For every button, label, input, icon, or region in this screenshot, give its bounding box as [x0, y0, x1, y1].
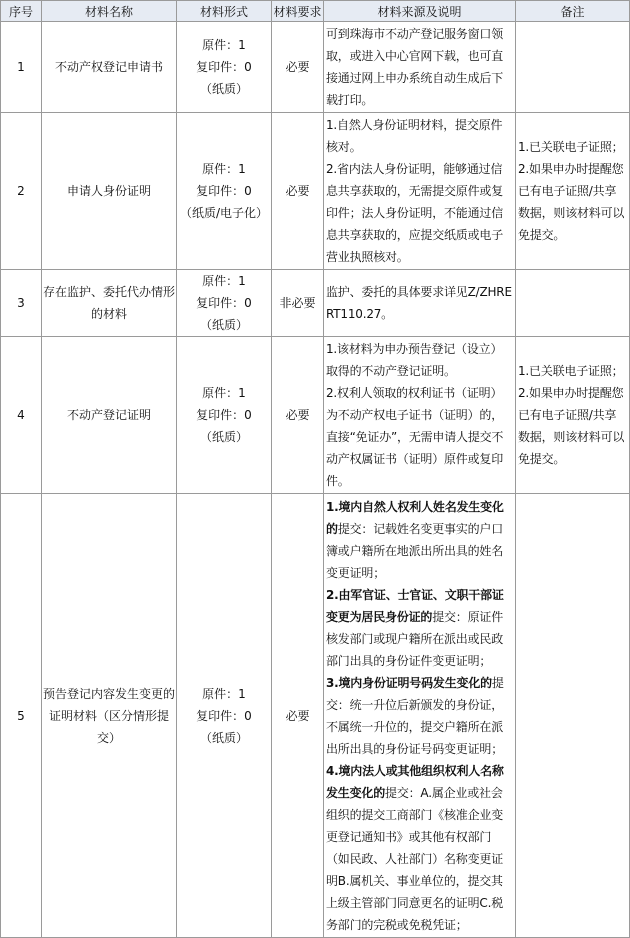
material-note	[516, 113, 630, 270]
form-copy: 复印件：0	[196, 408, 252, 422]
source-paragraph: 可到珠海市不动产登记服务窗口领取，或进入中心官网下载，也可直接通过网上申办系统自动生成后下载打印。	[326, 27, 504, 107]
table-row	[1, 113, 630, 270]
header-source: 材料来源及说明	[324, 1, 516, 22]
form-medium: （纸质）	[199, 730, 248, 745]
form-original: 原件：1	[202, 162, 246, 176]
form-copy: 复印件：0	[196, 708, 252, 723]
material-source	[324, 22, 516, 113]
source-case-title: 1.境内自然人权利人姓名发生变化的	[326, 500, 504, 536]
form-original: 原件：1	[202, 386, 246, 400]
source-paragraph: 1.自然人身份证明材料，提交原件核对。	[326, 118, 503, 154]
source-paragraph: 1.该材料为申办预告登记（设立）取得的不动产登记证明。	[326, 342, 503, 378]
source-paragraph	[326, 496, 514, 584]
source-paragraph: 2.省内法人身份证明，能够通过信息共享获取的，无需提交原件或复印件；法人身份证明，不能通过信息共享获取的，应提交纸质或电子营业执照核对。	[326, 162, 504, 264]
material-note	[516, 337, 630, 494]
material-source	[324, 337, 516, 494]
material-requirement: 必要	[272, 113, 324, 270]
material-source	[324, 113, 516, 270]
source-paragraph	[326, 760, 514, 936]
row-no: 5	[1, 494, 42, 938]
header-note: 备注	[516, 1, 630, 22]
material-note	[516, 494, 630, 938]
material-note	[516, 270, 630, 337]
material-requirement: 必要	[272, 337, 324, 494]
source-case-title: 2.由军官证、士官证、文职干部证变更为居民身份证的	[326, 588, 504, 624]
source-case-text: 提交：记载姓名变更事实的户口簿或户籍所在地派出所出具的姓名变更证明；	[326, 522, 504, 580]
material-name: 申请人身份证明	[42, 113, 177, 270]
form-original: 原件：1	[202, 38, 246, 52]
source-paragraph: 监护、委托的具体要求详见Z/ZHRERT110.27。	[326, 285, 512, 321]
table-row	[1, 270, 630, 337]
material-form	[177, 494, 272, 938]
material-name: 不动产权登记申请书	[42, 22, 177, 113]
row-no: 2	[1, 113, 42, 270]
source-case-text: 提交：原证件核发部门或现户籍所在派出或民政部门出具的身份证件变更证明；	[326, 610, 504, 668]
table-row	[1, 494, 630, 938]
form-copy: 复印件：0	[196, 296, 252, 310]
material-name: 不动产登记证明	[42, 337, 177, 494]
row-no: 1	[1, 22, 42, 113]
source-case-text: 提交：A.属企业或社会组织的提交工商部门《核准企业变更登记通知书》或其他有权部门（如民政、人社部门）名称变更证明B.属机关、事业单位的，提交其上级主管部门同意更名的证明C.税务部门的完税或免税凭证；	[326, 786, 504, 932]
material-form	[177, 337, 272, 494]
form-medium: （纸质）	[199, 318, 248, 332]
table-row	[1, 337, 630, 494]
form-medium: （纸质）	[199, 82, 248, 96]
form-medium: （纸质/电子化）	[179, 206, 269, 220]
table-row	[1, 22, 630, 113]
note-line: 2.如果申办时提醒您已有电子证照/共享数据，则该材料可以免提交。	[518, 386, 625, 466]
source-paragraph: 2.权利人领取的权利证书（证明）为不动产权电子证书（证明）的，直接“免证办”，无需申请人提交不动产权属证书（证明）原件或复印件。	[326, 386, 504, 488]
table-header-row	[1, 1, 630, 22]
form-original: 原件：1	[202, 274, 246, 288]
material-name: 预告登记内容发生变更的证明材料（区分情形提交）	[42, 494, 177, 938]
header-no: 序号	[1, 1, 42, 22]
source-case-title: 4.境内法人或其他组织权利人名称发生变化的	[326, 764, 504, 800]
form-original: 原件：1	[202, 686, 246, 701]
header-form: 材料形式	[177, 1, 272, 22]
header-name: 材料名称	[42, 1, 177, 22]
material-note	[516, 22, 630, 113]
material-requirement: 必要	[272, 494, 324, 938]
header-requirement: 材料要求	[272, 1, 324, 22]
source-paragraph	[326, 584, 514, 672]
form-copy: 复印件：0	[196, 60, 252, 74]
form-copy: 复印件：0	[196, 184, 252, 198]
material-name: 存在监护、委托代办情形的材料	[42, 270, 177, 337]
material-requirement: 必要	[272, 22, 324, 113]
material-form	[177, 270, 272, 337]
row-no: 3	[1, 270, 42, 337]
material-source	[324, 494, 516, 938]
source-case-title: 3.境内身份证明号码发生变化的	[326, 676, 492, 690]
note-line: 2.如果申办时提醒您已有电子证照/共享数据，则该材料可以免提交。	[518, 162, 625, 242]
source-case-text: 提交：统一升位后新颁发的身份证，不属统一升位的，提交户籍所在派出所出具的身份证号码变更证明；	[326, 676, 504, 756]
material-form	[177, 22, 272, 113]
material-form	[177, 113, 272, 270]
note-line: 1.已关联电子证照；	[518, 140, 624, 154]
form-medium: （纸质）	[199, 430, 248, 444]
material-requirement: 非必要	[272, 270, 324, 337]
row-no: 4	[1, 337, 42, 494]
source-paragraph	[326, 672, 514, 760]
material-source	[324, 270, 516, 337]
note-line: 1.已关联电子证照；	[518, 364, 624, 378]
